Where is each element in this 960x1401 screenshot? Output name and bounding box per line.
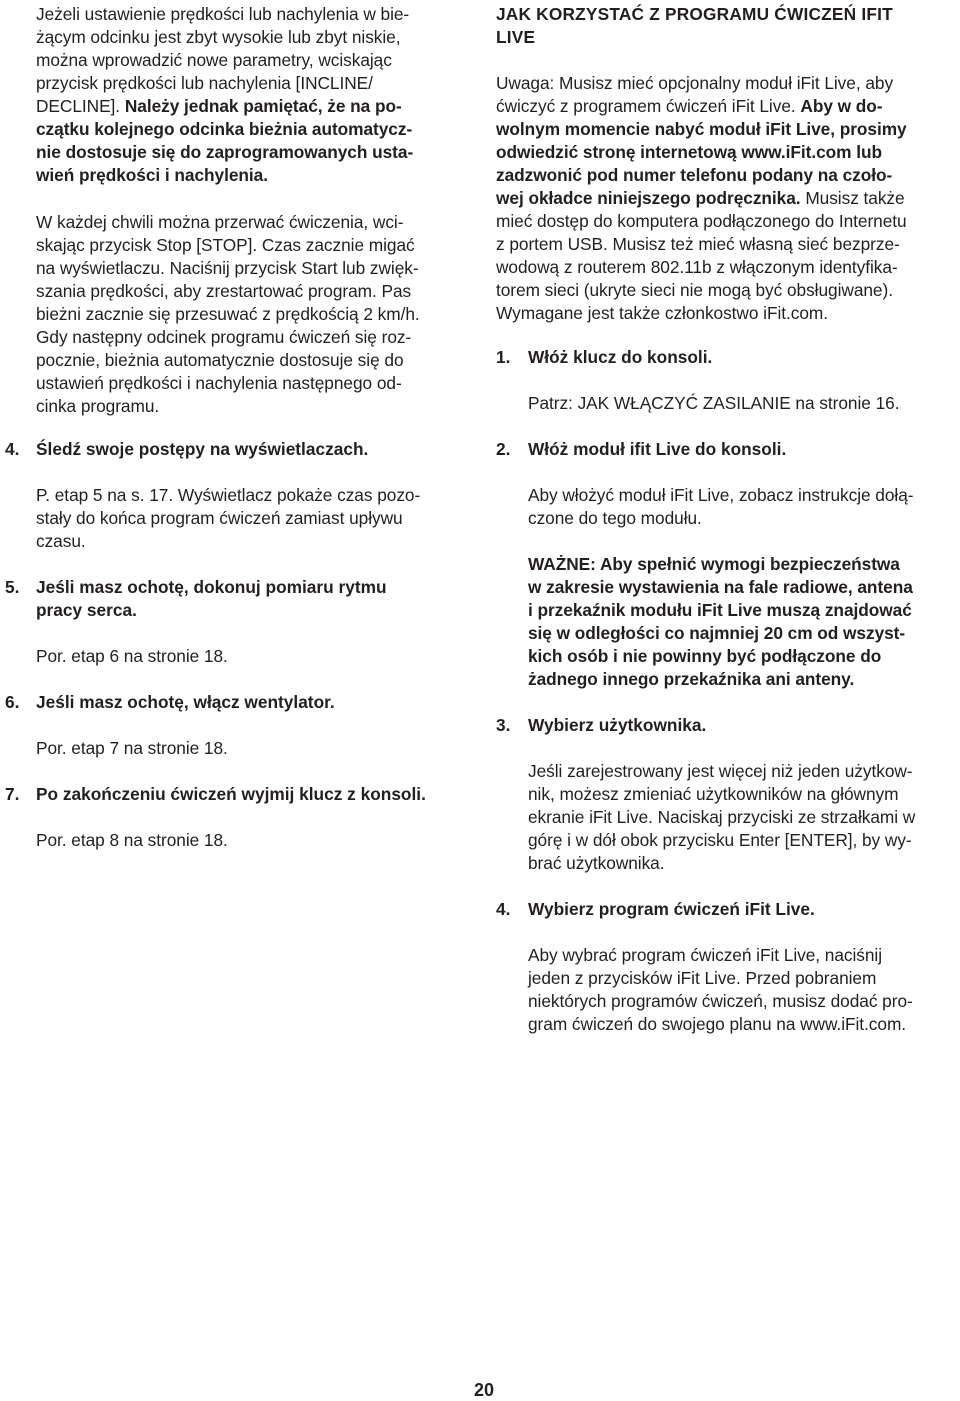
- step-1-body: [528, 392, 958, 415]
- text-line: Por. etap 6 na stronie 18.: [36, 646, 228, 666]
- text-line: P. etap 5 na s. 17. Wyświetlacz pokaże czas pozo-: [36, 485, 421, 505]
- step-2-body: [528, 484, 958, 530]
- text-line: [496, 72, 958, 95]
- text-line: mieć dostęp do komputera podłączonego do Internetu: [496, 211, 907, 231]
- warning-line: kich osób i nie powinny być podłączone do: [528, 646, 882, 666]
- bold-text: wej okładce niniejszego podręcznika.: [496, 188, 801, 208]
- bold-text: Aby w do-: [800, 96, 883, 116]
- title-line: pracy serca.: [36, 600, 137, 620]
- warning-line: w zakresie wystawienia na fale radiowe, antena: [528, 577, 913, 597]
- step-title: Włóż klucz do konsoli.: [528, 347, 713, 367]
- text-span: DECLINE].: [36, 96, 121, 116]
- text-line: Aby włożyć moduł iFit Live, zobacz instrukcje dołą-: [528, 485, 914, 505]
- bold-line: odwiedzić stronę internetową www.iFit.com lub: [496, 142, 882, 162]
- step-4: [5, 438, 475, 461]
- step-number: 2.: [496, 439, 511, 459]
- step-number: 6.: [5, 692, 20, 712]
- text-line: nik, możesz zmieniać użytkowników na głównym: [528, 784, 899, 804]
- heading-line: LIVE: [496, 27, 536, 47]
- text-span: Uwaga: Musisz mieć opcjonalny moduł iFit Live, aby: [496, 73, 894, 93]
- text-line: ustawień prędkości i nachylenia następnego od-: [36, 373, 402, 393]
- warning-line: żadnego innego przekaźnika ani anteny.: [528, 669, 855, 689]
- text-line: Jeśli zarejestrowany jest więcej niż jeden użytkow-: [528, 761, 913, 781]
- step-7-body: [36, 829, 476, 852]
- step-5-body: [36, 645, 476, 668]
- text-span: Musisz także: [800, 188, 905, 208]
- step-title: Po zakończeniu ćwiczeń wyjmij klucz z konsoli.: [36, 784, 426, 804]
- step-4-ifit-body: [528, 944, 958, 1036]
- step-6: [5, 691, 475, 714]
- step-title: Wybierz program ćwiczeń iFit Live.: [528, 899, 815, 919]
- heading-line: JAK KORZYSTAĆ Z PROGRAMU ĆWICZEŃ IFIT: [496, 4, 893, 24]
- text-line: torem sieci (ukryte sieci nie mogą być obsługiwane).: [496, 280, 893, 300]
- step-3-body: [528, 760, 958, 875]
- text-line: Gdy następny odcinek programu ćwiczeń się roz-: [36, 327, 412, 347]
- text-line: ekranie iFit Live. Naciskaj przyciski ze strzałkami w: [528, 807, 916, 827]
- step-4-body: [36, 484, 476, 553]
- bold-line: nie dostosuje się do zaprogramowanych usta-: [36, 142, 414, 162]
- text-span: ćwiczyć z programem ćwiczeń iFit Live.: [496, 96, 801, 116]
- bold-line: czątku kolejnego odcinka bieżnia automatycz-: [36, 119, 413, 139]
- section-heading: [496, 3, 956, 49]
- text-line: z portem USB. Musisz też mieć własną sieć bezprze-: [496, 234, 900, 254]
- ifit-note-paragraph: [496, 72, 958, 325]
- bold-line: wień prędkości i nachylenia.: [36, 165, 268, 185]
- text-line: [496, 187, 958, 210]
- step-title: Śledź swoje postępy na wyświetlaczach.: [36, 439, 369, 459]
- text-line: bieżni zacznie się przesuwać z prędkością 2 km/h.: [36, 304, 420, 324]
- text-line: Aby wybrać program ćwiczeń iFit Live, naciśnij: [528, 945, 883, 965]
- step-title: [36, 576, 475, 622]
- step-1: [496, 346, 956, 369]
- intro-paragraph-stop: [36, 211, 476, 418]
- text-line: gram ćwiczeń do swojego planu na www.iFit.com.: [528, 1014, 907, 1034]
- step-7: [5, 783, 480, 806]
- step-number: 7.: [5, 784, 20, 804]
- text-line: przycisk prędkości lub nachylenia [INCLINE/: [36, 73, 373, 93]
- step-5: [5, 576, 475, 622]
- text-line: czone do tego modułu.: [528, 508, 702, 528]
- step-4-ifit: [496, 898, 956, 921]
- text-line: [36, 95, 476, 118]
- text-line: można wprowadzić nowe parametry, wciskając: [36, 50, 392, 70]
- text-line: żącym odcinku jest zbyt wysokie lub zbyt niskie,: [36, 27, 401, 47]
- text-line: W każdej chwili można przerwać ćwiczenia, wci-: [36, 212, 404, 232]
- bold-line: zadzwonić pod numer telefonu podany na czoło-: [496, 165, 893, 185]
- bold-line: wolnym momencie nabyć moduł iFit Live, prosimy: [496, 119, 907, 139]
- text-line: Por. etap 8 na stronie 18.: [36, 830, 228, 850]
- step-title: Wybierz użytkownika.: [528, 715, 707, 735]
- step-2: [496, 438, 956, 461]
- text-line: skając przycisk Stop [STOP]. Czas zacznie migać: [36, 235, 415, 255]
- step-title: Włóż moduł ifit Live do konsoli.: [528, 439, 787, 459]
- step-title: Jeśli masz ochotę, włącz wentylator.: [36, 692, 335, 712]
- text-line: pocznie, bieżnia automatycznie dostosuje się do: [36, 350, 404, 370]
- warning-line: i przekaźnik modułu iFit Live muszą znajdować: [528, 600, 912, 620]
- warning-line: się w odległości co najmniej 20 cm od wszyst-: [528, 623, 906, 643]
- step-number: 1.: [496, 347, 511, 367]
- text-line: cinka programu.: [36, 396, 160, 416]
- intro-paragraph-speed: [36, 3, 476, 187]
- step-number: 4.: [5, 439, 20, 459]
- text-line: Patrz: JAK WŁĄCZYĆ ZASILANIE na stronie 16.: [528, 393, 900, 413]
- text-line: stały do końca program ćwiczeń zamiast upływu: [36, 508, 403, 528]
- text-line: wodową z routerem 802.11b z włączonym identyfika-: [496, 257, 898, 277]
- bold-text: Należy jednak pamiętać, że na po-: [124, 96, 402, 116]
- step-3: [496, 714, 956, 737]
- warning-line: WAŻNE: Aby spełnić wymogi bezpieczeństwa: [528, 554, 900, 574]
- text-line: na wyświetlaczu. Naciśnij przycisk Start lub zwięk-: [36, 258, 419, 278]
- text-line: górę i w dół obok przycisku Enter [ENTER], by wy-: [528, 830, 912, 850]
- step-number: 4.: [496, 899, 511, 919]
- step-number: 3.: [496, 715, 511, 735]
- text-line: brać użytkownika.: [528, 853, 665, 873]
- text-line: czasu.: [36, 531, 86, 551]
- text-line: Por. etap 7 na stronie 18.: [36, 738, 228, 758]
- step-number: 5.: [5, 577, 20, 597]
- text-line: Jeżeli ustawienie prędkości lub nachylenia w bie-: [36, 4, 410, 24]
- text-line: Wymagane jest także członkostwo iFit.com.: [496, 303, 829, 323]
- text-line: [496, 95, 958, 118]
- title-line: Jeśli masz ochotę, dokonuj pomiaru rytmu: [36, 577, 387, 597]
- warning-notice: [528, 553, 958, 691]
- text-line: szania prędkości, aby zrestartować program. Pas: [36, 281, 412, 301]
- text-line: jeden z przycisków iFit Live. Przed pobraniem: [528, 968, 877, 988]
- step-6-body: [36, 737, 476, 760]
- text-line: niektórych programów ćwiczeń, musisz dodać pro-: [528, 991, 913, 1011]
- page-number: 20: [473, 1380, 495, 1400]
